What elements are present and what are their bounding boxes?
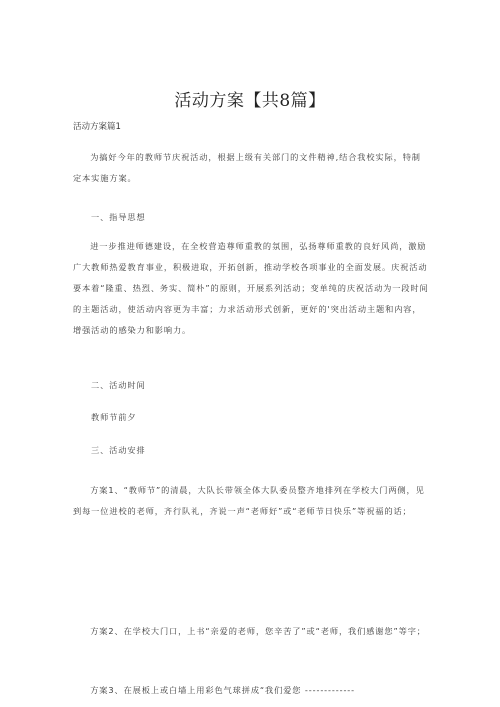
plan-1-paragraph: 方案1、“教师节”的清晨，大队长带领全体大队委员整齐地排列在学校大门两侧，见到每一位进校的老师，齐行队礼，齐说一声“老师好”或“老师节日快乐”等祝福的话；	[73, 485, 425, 516]
document-title: 活动方案【共8篇】	[174, 91, 326, 111]
document-subtitle: 活动方案篇1	[73, 122, 121, 132]
activity-time-paragraph: 教师节前夕	[91, 412, 137, 422]
plan-3-paragraph: 方案3、在展板上或白墙上用彩色气球拼成“我们爱您 -------------	[90, 685, 356, 695]
section-heading-activity-time: 二、活动时间	[91, 380, 146, 390]
guiding-ideology-paragraph: 进一步推进师德建设，在全校营造尊师重教的氛围，弘扬尊师重教的良好风尚，激励广大教师热爱教育事业，积极进取，开拓创新，推动学校各项事业的全面发展。庆祝活动要本着“隆重、热烈、务实、简朴”的原则，开展系列活动；变单纯的庆祝活动为一段时间的主题活动，使活动内容更为丰富；力求活动形式创新，更好的'突出活动主题和内容，增强活动的感染力和影响力。	[73, 241, 429, 335]
section-heading-activity-arrangement: 三、活动安排	[91, 445, 146, 455]
section-heading-guiding-ideology: 一、指导思想	[91, 212, 146, 222]
plan-2-paragraph: 方案2、在学校大门口，上书“亲爱的老师，您辛苦了”或“老师，我们感谢您”等字；	[90, 626, 426, 636]
intro-paragraph: 为搞好今年的教师节庆祝活动，根据上级有关部门的文件精神,结合我校实际，特制定本实施方案。	[73, 152, 421, 183]
